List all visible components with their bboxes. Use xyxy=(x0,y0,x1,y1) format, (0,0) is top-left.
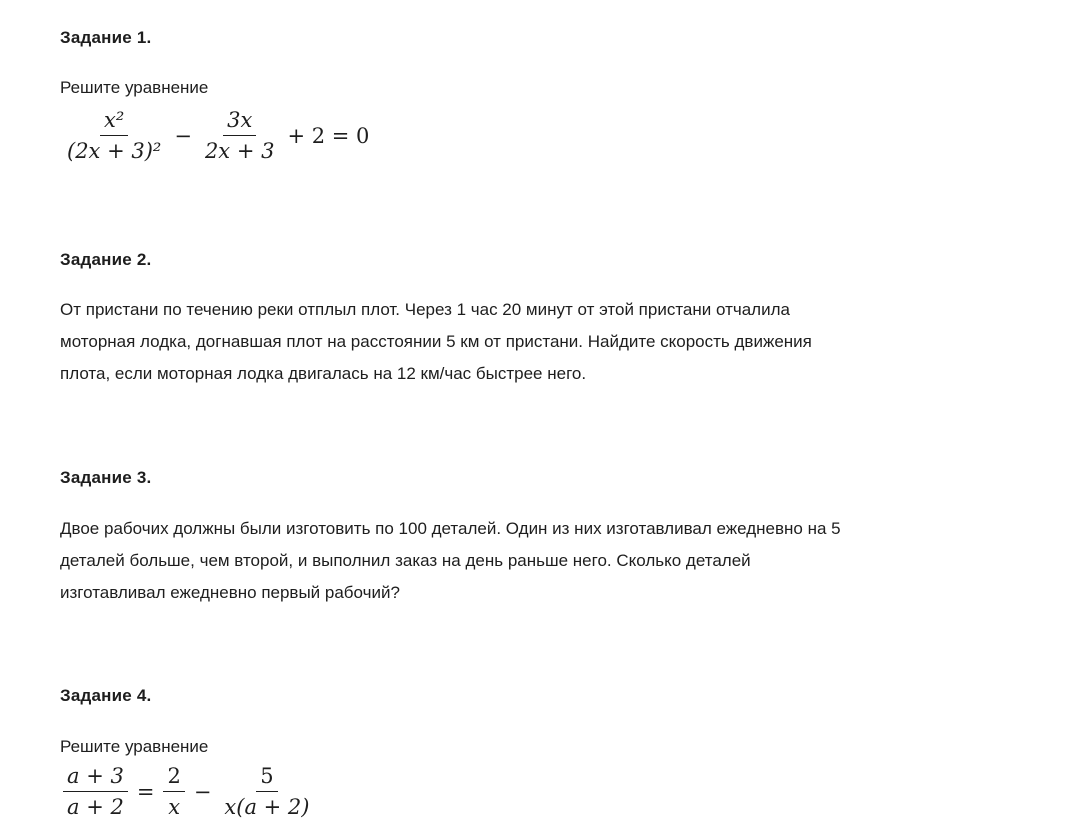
task-4-fraction-1-denominator: a + 2 xyxy=(67,795,124,819)
task-2-title: Задание 2. xyxy=(60,250,152,269)
task-3-title: Задание 3. xyxy=(60,468,152,487)
task-1-fraction-1 xyxy=(60,108,168,163)
task-2-line-2: моторная лодка, догнавшая плот на расстоянии 5 км от пристани. Найдите скорость движения xyxy=(60,332,812,351)
task-1-fraction-1-numerator: x² xyxy=(100,108,128,136)
task-4-fraction-1-numerator: a + 3 xyxy=(63,764,128,792)
task-3-line-3: изготавливал ежедневно первый рабочий? xyxy=(60,583,400,602)
task-4-fraction-3-denominator: x(a + 2) xyxy=(224,795,310,819)
task-1-fraction-2-denominator: 2x + 3 xyxy=(204,139,275,163)
task-2-text xyxy=(60,294,812,390)
task-4-fraction-3 xyxy=(217,764,316,819)
task-4-fraction-2-numerator: 2 xyxy=(163,764,184,792)
task-4-lead: Решите уравнение xyxy=(60,737,209,756)
task-4-fraction-2 xyxy=(160,764,187,819)
task-3-line-2: деталей больше, чем второй, и выполнил заказ на день раньше него. Сколько деталей xyxy=(60,551,751,570)
task-4-fraction-2-denominator: x xyxy=(168,795,181,819)
task-1-equation-tail: + 2 = 0 xyxy=(287,123,370,148)
task-2-line-3: плота, если моторная лодка двигалась на 12 км/час быстрее него. xyxy=(60,364,587,383)
task-3-text xyxy=(60,513,841,609)
task-1-fraction-1-denominator: (2x + 3)² xyxy=(67,139,162,163)
task-4-equation xyxy=(60,764,316,819)
task-1-title: Задание 1. xyxy=(60,28,152,47)
task-3-line-1: Двое рабочих должны были изготовить по 100 деталей. Один из них изготавливал ежедневно на 5 xyxy=(60,519,841,538)
task-1-equation xyxy=(60,108,375,163)
task-4-equals-operator: = xyxy=(136,779,155,804)
task-4-fraction-1 xyxy=(60,764,131,819)
task-2-line-1: От пристани по течению реки отплыл плот. Через 1 час 20 минут от этой пристани отчалила xyxy=(60,300,790,319)
task-1-fraction-2-numerator: 3x xyxy=(223,108,256,136)
task-1-fraction-2 xyxy=(198,108,282,163)
task-1-lead: Решите уравнение xyxy=(60,78,209,97)
task-1-minus-operator: − xyxy=(174,123,192,148)
task-4-fraction-3-numerator: 5 xyxy=(256,764,277,792)
task-4-minus-operator: − xyxy=(193,779,212,804)
task-4-title: Задание 4. xyxy=(60,686,152,705)
